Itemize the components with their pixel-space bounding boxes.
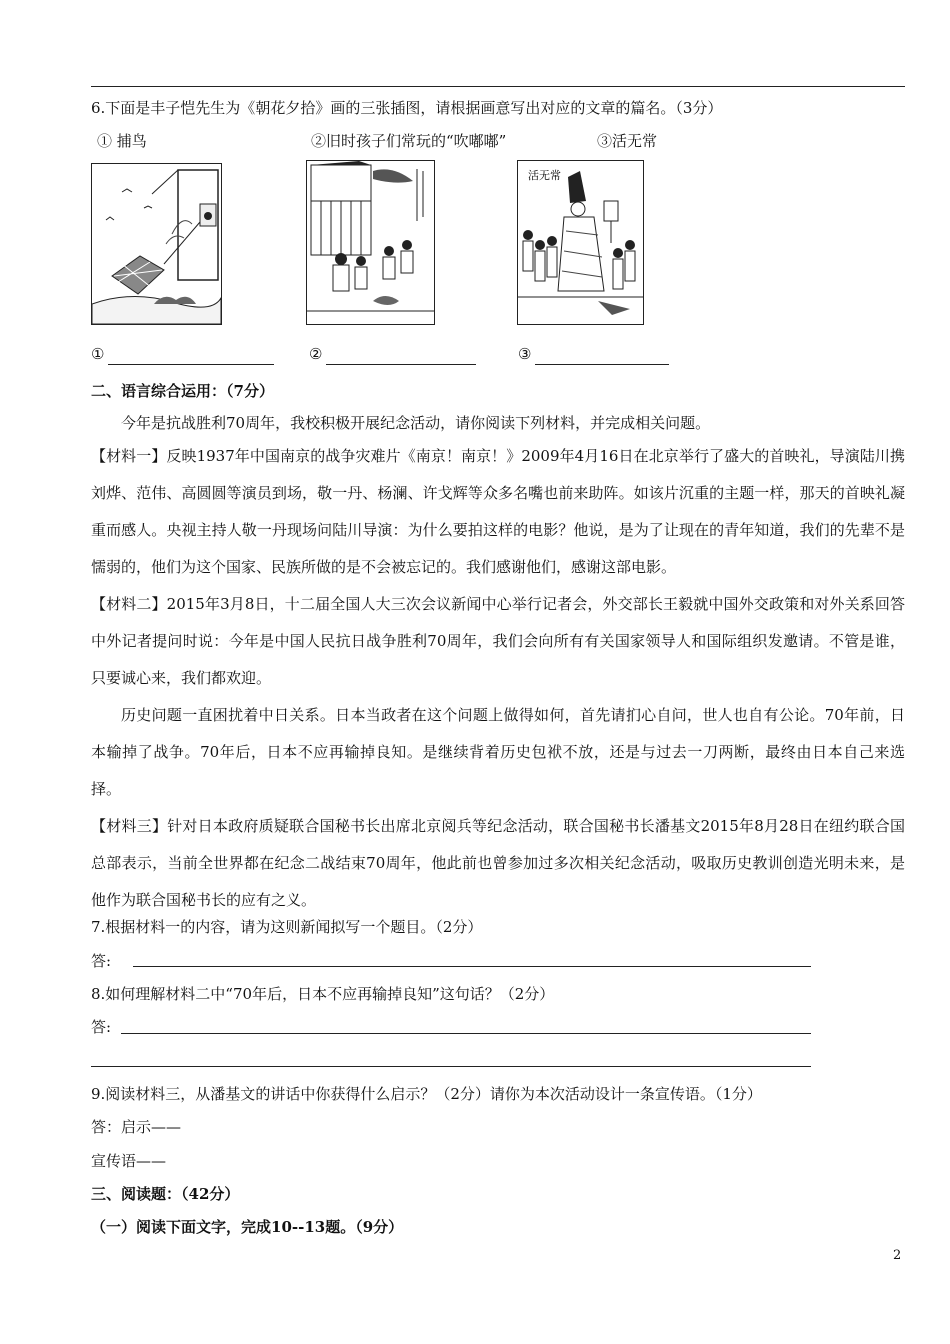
q8-answer-line-2[interactable] xyxy=(91,1066,811,1067)
section3-subheading: （一）阅读下面文字，完成10--13题。（9分） xyxy=(91,1218,404,1236)
material-2-continued: 历史问题一直困扰着中日关系。日本当政者在这个问题上做得如何，首先请扪心自问，世人也自有公论。70年前，日本输掉了战争。70年后，日本不应再输掉良知。是继续背着历史包袱不放，还是与过去一刀两断，最终由日本自己来选择。 xyxy=(91,706,905,798)
caption-1: ① 捕鸟 xyxy=(97,132,147,150)
q8-answer-label: 答: xyxy=(91,1018,112,1036)
material-3: 【材料三】针对日本政府质疑联合国秘书长出席北京阅兵等纪念活动，联合国秘书长潘基文2015年8月28日在纽约联合国总部表示，当前全世界都在纪念二战结束70周年，他此前也曾参加过多次相关纪念活动，吸取历史教训创造光明未来，是他作为联合国秘书长的应有之义。 xyxy=(91,817,905,909)
header-rule xyxy=(91,86,905,87)
section2-intro: 今年是抗战胜利70周年，我校积极开展纪念活动，请你阅读下列材料，并完成相关问题。 xyxy=(121,414,711,432)
q6-text: 6.下面是丰子恺先生为《朝花夕拾》画的三张插图，请根据画意写出对应的文章的篇名。（3分） xyxy=(91,99,723,117)
illustration-blowing-dudu xyxy=(306,160,435,325)
caption-2: ②旧时孩子们常玩的“吹嘟嘟” xyxy=(311,132,507,150)
answer-mark-2: ② xyxy=(309,345,323,363)
pic3-title: 活无常 xyxy=(528,169,561,182)
q9-answer-slogan: 宣传语—— xyxy=(91,1152,167,1170)
material-2: 【材料二】2015年3月8日，十二届全国人大三次会议新闻中心举行记者会，外交部长王毅就中国外交政策和对外关系回答中外记者提问时说：今年是中国人民抗日战争胜利70周年，我们会向所有有关国家领导人和国际组织发邀请。不管是谁，只要诚心来，我们都欢迎。 xyxy=(91,595,905,687)
question-7: 7.根据材料一的内容，请为这则新闻拟写一个题目。（2分） xyxy=(91,918,483,936)
answer-line-2[interactable] xyxy=(326,364,476,365)
answer-mark-1: ① xyxy=(91,345,105,363)
section3-heading: 三、阅读题：（42分） xyxy=(91,1185,240,1203)
q7-answer-label: 答: xyxy=(91,952,112,970)
illustration-catching-birds xyxy=(91,163,222,325)
answer-line-3[interactable] xyxy=(535,364,669,365)
answer-line-1[interactable] xyxy=(108,364,274,365)
question-8: 8.如何理解材料二中“70年后，日本不应再输掉良知”这句话？（2分） xyxy=(91,985,555,1003)
page-number: 2 xyxy=(893,1248,902,1263)
material-1: 【材料一】反映1937年中国南京的战争灾难片《南京！南京！》2009年4月16日在北京举行了盛大的首映礼，导演陆川携刘烨、范伟、高圆圆等演员到场，敬一丹、杨澜、许戈辉等众多名嘴也前来助阵。如该片沉重的主题一样，那天的首映礼凝重而感人。央视主持人敬一丹现场问陆川导演：为什么要拍这样的电影？他说，是为了让现在的青年知道，我们的先辈不是懦弱的，他们为这个国家、民族所做的是不会被忘记的。我们感谢他们，感谢这部电影。 xyxy=(91,447,905,576)
question-9: 9.阅读材料三，从潘基文的讲话中你获得什么启示？（2分）请你为本次活动设计一条宣传语。（1分） xyxy=(91,1085,762,1103)
caption-3: ③活无常 xyxy=(597,132,658,150)
section2-heading: 二、语言综合运用：（7分） xyxy=(91,382,274,400)
answer-mark-3: ③ xyxy=(518,345,532,363)
q8-answer-line-1[interactable] xyxy=(121,1033,811,1034)
q9-answer-insight: 答：启示—— xyxy=(91,1118,182,1136)
q7-answer-line[interactable] xyxy=(133,966,811,967)
illustration-living-wuchang xyxy=(517,160,644,325)
